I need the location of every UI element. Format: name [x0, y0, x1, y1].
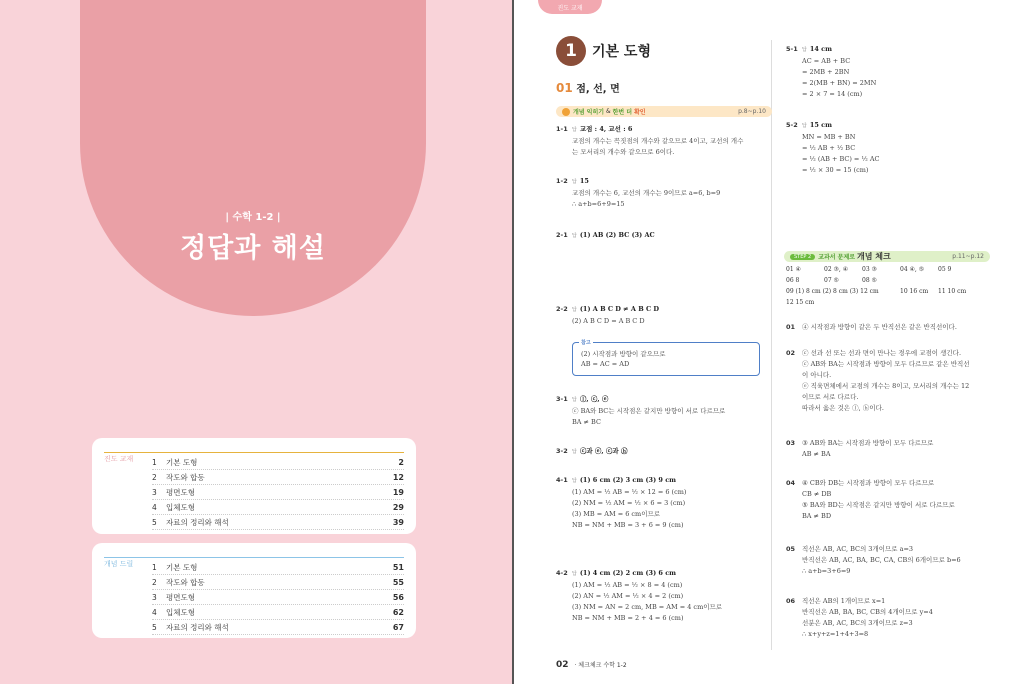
answer-item [556, 124, 766, 158]
answer-line: 교점의 개수는 6, 교선의 개수는 9이므로 a=6, b=9 [572, 189, 721, 197]
answer-line: NB = NM + MB = 2 + 4 = 6 (cm) [572, 614, 684, 622]
bullet-icon [562, 108, 570, 116]
toc-item-number: 3 [152, 592, 157, 602]
answer-mark: 답 [802, 47, 807, 53]
toc-item-page: 19 [392, 487, 404, 497]
bar-amp: & [606, 108, 611, 115]
toc-item-title: 평면도형 [166, 487, 195, 497]
grid-cell: 03 ③ [862, 266, 877, 273]
toc-label: 진도 교재 [104, 455, 134, 463]
answer-line: MN = MB + BN [802, 133, 856, 141]
concept-bar [556, 106, 772, 117]
grid-cell [824, 297, 862, 308]
grid-cell [862, 297, 900, 308]
toc-card-main [92, 438, 416, 534]
answer-number: 3-1 [556, 395, 568, 403]
answer-line [556, 304, 766, 316]
answer-number: 4-2 [556, 569, 568, 577]
toc-item-label [152, 622, 229, 633]
answer-line: (2) A B C D = A B C D [572, 317, 645, 325]
answer-line: (2) AN = ½ AM = ½ × 4 = 2 (cm) [572, 592, 684, 600]
section-title: 점, 선, 면 [576, 84, 620, 95]
grid-cell [938, 297, 976, 308]
answer-text: ⓒ과 ⓔ, ⓒ과 ⓗ [579, 447, 628, 455]
answer-line: 반직선은 AB, BA, BC, CB의 4개이므로 y=4 [802, 608, 933, 616]
toc-item-page: 55 [392, 577, 404, 587]
answer-text: ⓒ 선과 선 또는 선과 면이 만나는 경우에 교점이 생긴다. [802, 349, 962, 357]
toc-item [152, 605, 404, 620]
toc-item-title: 자료의 정리와 해석 [166, 622, 229, 632]
answer-text: 직선은 AB의 1개이므로 x=1 [802, 597, 886, 605]
toc-item-title: 작도와 합동 [166, 472, 205, 482]
answer-line: (3) NM = AN = 2 cm, MB = AM = 4 cm이므로 [572, 603, 723, 611]
answer-line: AC = AB + BC [802, 57, 851, 65]
bar-label: 개념 체크 [856, 252, 891, 261]
step-badge: STEP 2 [790, 254, 815, 260]
toc-item [152, 485, 404, 500]
toc-item [152, 620, 404, 635]
answer-number: 04 [786, 479, 796, 487]
answer-line: = ½ (AB + BC) = ½ AC [802, 155, 880, 163]
answer-line: (1) AM = ½ AB = ½ × 12 = 6 (cm) [572, 488, 687, 496]
answer-item [556, 176, 766, 210]
toc-list [152, 560, 404, 635]
toc-item-number: 1 [152, 562, 157, 572]
toc-item [152, 575, 404, 590]
answer-mark: 답 [572, 179, 577, 185]
toc-item-label [152, 607, 195, 618]
toc-item-page: 62 [392, 607, 404, 617]
answer-item [786, 44, 996, 100]
grid-row [786, 264, 992, 275]
answer-text: 교점 : 4, 교선 : 6 [579, 125, 633, 133]
answer-item [556, 230, 766, 242]
toc-item [152, 560, 404, 575]
bar-label: 교과서 문제로 [818, 254, 856, 261]
bar-pages: p.11~p.12 [952, 253, 984, 260]
toc-item-label [152, 502, 195, 513]
hint-tag: 참고 [581, 340, 591, 346]
answer-number: 4-1 [556, 476, 568, 484]
cover-subject: | 수학 1-2 | [225, 212, 281, 223]
answer-item [786, 322, 996, 333]
section-number: 01 [556, 81, 573, 95]
answer-line [556, 568, 766, 580]
cover-arch [80, 0, 426, 316]
toc-item-page: 2 [398, 457, 404, 467]
hint-line: (2) 시작점과 방향이 같으므로 [581, 350, 666, 358]
toc-item-title: 입체도형 [166, 607, 195, 617]
bar-label: 확인 [634, 109, 646, 116]
answer-line: 선분은 AB, AC, BC의 3개이므로 z=3 [802, 619, 913, 627]
toc-item-number: 3 [152, 487, 157, 497]
answer-mark: 답 [572, 478, 577, 484]
answer-text: ⓛ, ⓒ, ⓔ [579, 395, 609, 403]
toc-item-label [152, 457, 197, 468]
grid-cell: 02 ③, ④ [824, 266, 849, 273]
answer-line [556, 446, 766, 458]
answer-line [556, 230, 766, 242]
answer-item [556, 568, 766, 624]
cover-title: 정답과 해설 [180, 233, 326, 264]
step-bar [784, 251, 990, 262]
answer-number: 03 [786, 439, 796, 447]
grid-cell [900, 297, 938, 308]
answer-number: 5-2 [786, 121, 798, 129]
footer-text: · 체크체크 수학 1-2 [574, 662, 627, 669]
answer-text: 직선은 AB, AC, BC의 3개이므로 a=3 [802, 545, 914, 553]
toc-item-label [152, 517, 229, 528]
answer-item [786, 544, 996, 577]
answer-item [556, 446, 766, 458]
bar-pages: p.8~p.10 [738, 108, 766, 115]
page-footer [556, 660, 627, 670]
quick-answer-grid [786, 264, 992, 308]
answer-line [786, 44, 996, 56]
grid-row [786, 286, 992, 297]
toc-item-page: 12 [392, 472, 404, 482]
answer-text: 14 cm [809, 45, 832, 53]
grid-cell: 06 8 [786, 277, 800, 284]
toc-item-number: 2 [152, 472, 157, 482]
answer-item [786, 596, 996, 640]
chapter-heading [556, 36, 651, 66]
answer-line: = ½ × 30 = 15 (cm) [802, 166, 869, 174]
answer-number: 1-2 [556, 177, 568, 185]
answer-line: (1) AM = ½ AB = ½ × 8 = 4 (cm) [572, 581, 683, 589]
answer-line: (2) NM = ½ AM = ½ × 6 = 3 (cm) [572, 499, 686, 507]
answer-item [786, 120, 996, 176]
answer-item [786, 438, 996, 460]
answer-mark: 답 [802, 123, 807, 129]
answer-line: ⓒ AB와 BA는 시작점과 방향이 모두 다르므로 같은 반직선 [802, 360, 970, 368]
hint-line: AB = AC = AD [581, 360, 630, 368]
toc-item-title: 기본 도형 [166, 457, 198, 467]
answer-item [786, 348, 996, 414]
answer-line: BA ≠ BD [802, 512, 832, 520]
toc-item [152, 500, 404, 515]
answer-line: ⓒ BA와 BC는 시작점은 같지만 방향이 서로 다르므로 [572, 407, 726, 415]
answer-line: 반직선은 AB, AC, BA, BC, CA, CB의 6개이므로 b=6 [802, 556, 961, 564]
grid-cell: 09 (1) 8 cm (2) 8 cm (3) 12 cm [786, 288, 879, 295]
answer-line: CB ≠ DB [802, 490, 832, 498]
grid-cell: 04 ④, ⑤ [900, 266, 925, 273]
toc-label: 개념 드릴 [104, 560, 134, 568]
chapter-number: 1 [556, 36, 586, 66]
chapter-title: 기본 도형 [592, 44, 651, 60]
page-number: 02 [556, 660, 569, 670]
answer-line: = 2 × 7 = 14 (cm) [802, 90, 863, 98]
answer-number: 1-1 [556, 125, 568, 133]
answer-item [786, 478, 996, 522]
answer-text: 15 cm [809, 121, 832, 129]
toc-item-page: 51 [392, 562, 404, 572]
answer-line [786, 438, 996, 449]
answer-text: (1) 4 cm (2) 2 cm (3) 6 cm [579, 569, 677, 577]
toc-item-title: 기본 도형 [166, 562, 198, 572]
answer-line [556, 176, 766, 188]
bar-label: 한번 더 [612, 109, 633, 116]
toc-item-number: 4 [152, 502, 157, 512]
answer-line [786, 322, 996, 333]
answer-line: ⓔ 직육면체에서 교점의 개수는 8이고, 모서리의 개수는 12 [802, 382, 970, 390]
grid-cell: 05 9 [938, 266, 952, 273]
answer-text: ④ 시작점과 방향이 같은 두 반직선은 같은 반직선이다. [802, 323, 957, 331]
toc-item-title: 자료의 정리와 해석 [166, 517, 229, 527]
answer-line: ∴ a+b=6+9=15 [572, 200, 625, 208]
grid-row [786, 275, 992, 286]
column-divider [771, 40, 772, 650]
answer-number: 02 [786, 349, 796, 357]
toc-card-drill [92, 543, 416, 638]
answer-mark: 답 [572, 127, 577, 133]
toc-item-label [152, 487, 195, 498]
answer-mark: 답 [572, 571, 577, 577]
answer-mark: 답 [572, 233, 577, 239]
grid-cell: 10 16 cm [900, 288, 929, 295]
answer-page [514, 0, 1024, 684]
answer-text: 15 [579, 177, 589, 185]
toc-item [152, 590, 404, 605]
answer-line: (3) MB = AM = 6 cm이므로 [572, 510, 661, 518]
toc-divider [104, 557, 404, 558]
answer-line: 이므로 서로 다르다. [802, 393, 859, 401]
toc-item [152, 455, 404, 470]
toc-item-number: 4 [152, 607, 157, 617]
toc-divider [104, 452, 404, 453]
answer-number: 3-2 [556, 447, 568, 455]
grid-cell: 01 ④ [786, 266, 801, 273]
toc-item [152, 470, 404, 485]
toc-item-page: 56 [392, 592, 404, 602]
answer-line [786, 596, 996, 607]
answer-text: (1) AB (2) BC (3) AC [579, 231, 655, 239]
answer-line: 교점의 개수는 꼭짓점의 개수와 같으므로 4이고, 교선의 개수 [572, 137, 744, 145]
answer-line [556, 475, 766, 487]
answer-line [786, 348, 996, 359]
toc-list [152, 455, 404, 530]
answer-number: 01 [786, 323, 796, 331]
toc-item-title: 입체도형 [166, 502, 195, 512]
answer-line: 는 모서리의 개수와 같으므로 6이다. [572, 148, 675, 156]
toc-item-number: 1 [152, 457, 157, 467]
toc-item-page: 67 [392, 622, 404, 632]
section-heading [556, 80, 620, 95]
toc-item-title: 평면도형 [166, 592, 195, 602]
answer-number: 2-2 [556, 305, 568, 313]
answer-line: = 2MB + 2BN [802, 68, 850, 76]
answer-number: 5-1 [786, 45, 798, 53]
toc-item-label [152, 592, 195, 603]
answer-line: AB ≠ BA [802, 450, 831, 458]
toc-item-label [152, 577, 205, 588]
hint-box [572, 342, 760, 376]
answer-line: = 2(MB + BN) = 2MN [802, 79, 877, 87]
answer-line: ∴ a+b=3+6=9 [802, 567, 851, 575]
bar-label: 개념 익히기 [573, 109, 605, 116]
answer-item [556, 304, 766, 327]
answer-line [786, 120, 996, 132]
toc-item-number: 2 [152, 577, 157, 587]
section-tab: 진도 교재 [538, 0, 602, 14]
toc-item-page: 29 [392, 502, 404, 512]
answer-line: 이 아니다. [802, 371, 832, 379]
answer-number: 2-1 [556, 231, 568, 239]
toc-item-number: 5 [152, 517, 157, 527]
toc-item-label [152, 562, 197, 573]
answer-line: ∴ x+y+z=1+4+3=8 [802, 630, 869, 638]
answer-mark: 답 [572, 449, 577, 455]
answer-line: = ½ AB + ½ BC [802, 144, 856, 152]
answer-mark: 답 [572, 397, 577, 403]
answer-line [786, 544, 996, 555]
answer-mark: 답 [572, 307, 577, 313]
grid-cell: 07 ⑤ [824, 277, 839, 284]
grid-cell [938, 275, 976, 286]
answer-line [786, 478, 996, 489]
toc-item [152, 515, 404, 530]
grid-cell: 11 10 cm [938, 288, 967, 295]
answer-line: 따라서 옳은 것은 ⓛ, ⓗ이다. [802, 404, 884, 412]
answer-line: BA ≠ BC [572, 418, 601, 426]
answer-number: 05 [786, 545, 796, 553]
toc-item-title: 작도와 합동 [166, 577, 205, 587]
toc-item-page: 39 [392, 517, 404, 527]
answer-line: NB = NM + MB = 3 + 6 = 9 (cm) [572, 521, 684, 529]
answer-text: (1) A B C D ≠ A B C D [579, 305, 660, 313]
answer-text: ④ CB와 DB는 시작점과 방향이 모두 다르므로 [802, 479, 935, 487]
grid-cell: 08 ⑤ [862, 277, 877, 284]
grid-row [786, 297, 992, 308]
answer-item [556, 394, 766, 428]
answer-line: ⑤ BA와 BD는 시작점은 같지만 방향이 서로 다르므로 [802, 501, 955, 509]
answer-line [556, 124, 766, 136]
answer-line [556, 394, 766, 406]
answer-number: 06 [786, 597, 796, 605]
grid-cell: 12 15 cm [786, 299, 815, 306]
answer-item [556, 475, 766, 531]
toc-item-label [152, 472, 205, 483]
answer-text: (1) 6 cm (2) 3 cm (3) 9 cm [579, 476, 677, 484]
grid-cell [900, 275, 938, 286]
toc-item-number: 5 [152, 622, 157, 632]
answer-text: ③ AB와 BA는 시작점과 방향이 모두 다르므로 [802, 439, 934, 447]
